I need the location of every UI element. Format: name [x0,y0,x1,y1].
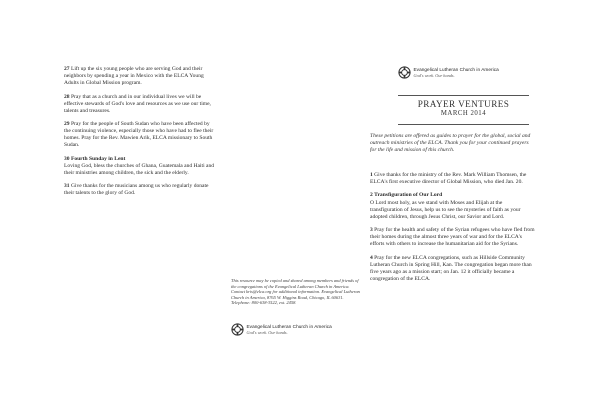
prayer-list-left [64,66,216,204]
prayer-entry: 29 Pray for the people of South Sudan who have been affected by the continuing violence, especially those who have had to flee their homes. Pray for the Rev. Mawien Arik, ELCA missionary to South Sudan. [64,121,214,149]
page-subtitle: MARCH 2014 [440,110,487,117]
elca-logo-bottom: Evangelical Lutheran Church in America God's work. Our hands. [231,323,332,336]
title-rule-bottom [398,124,529,125]
intro-text: These petitions are offered as guides to prayer for the global, social and outreach ministries of the ELCA. Thank you for your continued prayers for the life and mission of this church. [370,133,531,154]
prayer-entry: 4 Pray for the new ELCA congregations, such as Hillside Community Lutheran Church in Spring Hill, Kan. The congregation began more than five years ago as a mission start; on Jan. 12 it officially became a congregation of the ELCA. [370,254,532,282]
prayer-heading: Fourth Sunday in Lent [70,155,126,162]
prayer-entry: 3 Pray for the health and safety of the Syrian refugees who have fled from their homes during the almost three years of war and for the ELCA's efforts with others to increase the humanitarian aid for the Syrians. [370,227,535,248]
prayer-list-right [370,172,536,289]
prayer-entry: 30 Fourth Sunday in Lent Loving God, bless the churches of Ghana, Guatemala and Haiti and their ministries among children, the sick and the elderly. [64,155,215,176]
cross-globe-icon [231,323,244,336]
prayer-heading: Transfiguration of Our Lord [374,192,443,199]
elca-logo-top: Evangelical Lutheran Church in America God's work. Our hands. [398,66,499,79]
prayer-entry: 27 Lift up the six young people who are serving God and their neighbors by spending a year in Mexico with the ELCA Young Adults in Global Mission program. [64,66,204,87]
title-rule-top [398,95,529,96]
cross-globe-icon [398,66,411,79]
reproduction-note: This resource may be copied and shared among members and friends of the congregations of the Evangelical Lutheran Church in America. Contact kris@elca.org for additional information. Evangelical Lutheran Church in America, 8765 W. Higgins Road, Chicago, IL 60631. Telephone: 800-638-3522, ext. 2458. [231,278,360,306]
prayer-entry: 2 Transfiguration of Our Lord O Lord most holy, as we stand with Moses and Elijah at the transfiguration of Jesus, help us to see the mysteries of faith as your adopted children, through Jesus Christ, our Savior and Lord. [370,192,521,220]
prayer-entry: 31 Give thanks for the musicians among us who regularly donate their talents to the glory of God. [64,183,209,197]
prayer-entry: 1 Give thanks for the ministry of the Rev. Mark William Thomsen, the ELCA's first executive director of Global Mission, who died Jan. 20. [370,172,527,186]
page-title: PRAYER VENTURES [417,99,510,109]
prayer-entry: 28 Pray that as a church and in our individual lives we will be effective stewards of God's love and resources as we use our time, talents and treasures. [64,93,211,114]
